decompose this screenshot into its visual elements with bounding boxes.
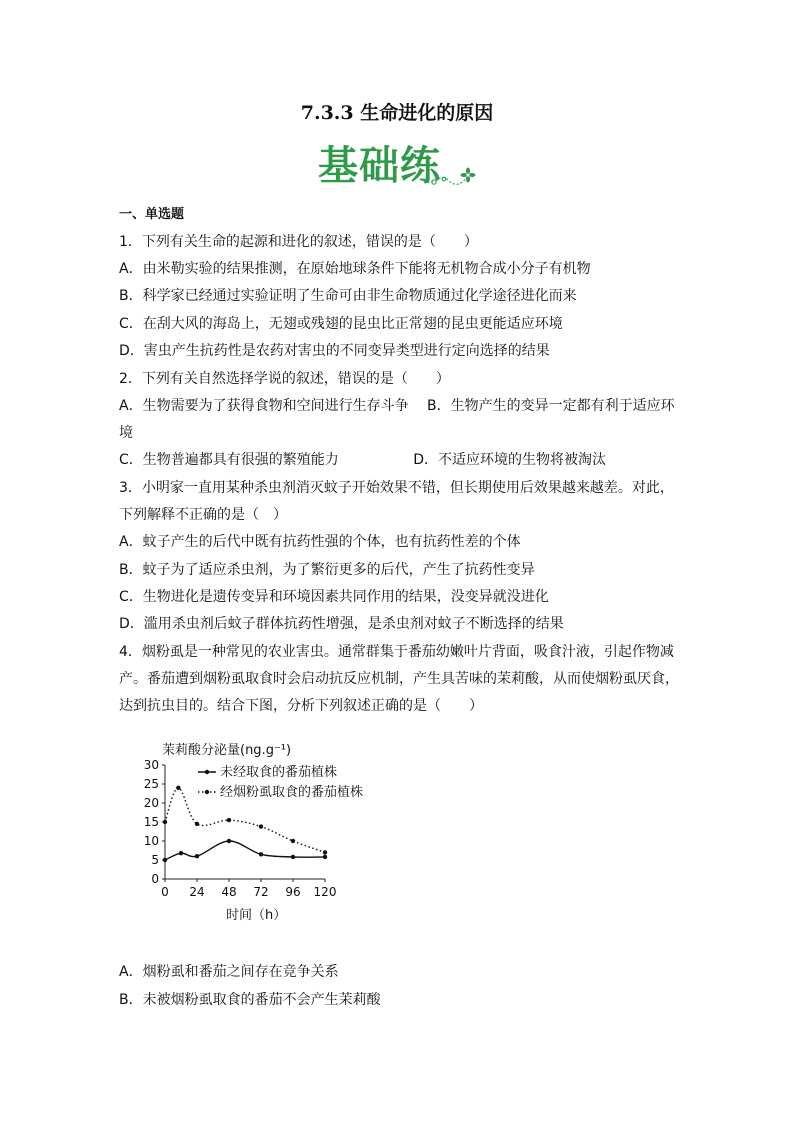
data-point [291, 839, 295, 843]
x-tick-label: 48 [221, 885, 237, 899]
y-tick-label: 0 [151, 872, 159, 886]
x-tick-label: 24 [189, 885, 205, 899]
question-3-option-b: B．蚊子为了适应杀虫剂，为了繁衍更多的后代，产生了抗药性变异 [119, 562, 535, 578]
flower-vine-icon [422, 166, 478, 192]
logo-text: 基础练 [318, 143, 441, 189]
legend-label-1: 未经取食的番茄植株 [220, 765, 338, 780]
y-tick-label: 25 [143, 777, 159, 791]
question-3-option-d: D．滥用杀虫剂后蚊子群体抗药性增强，是杀虫剂对蚊子不断选择的结果 [119, 616, 564, 632]
question-2-options-ab: A．生物需要为了获得食物和空间进行生存斗争 B．生物产生的变异一定都有利于适应环 [119, 398, 675, 414]
legend-marker-1 [205, 770, 209, 774]
data-point [291, 855, 295, 859]
chart-xlabel: 时间（h） [226, 908, 287, 923]
page-title: 7.3.3 生命进化的原因 [300, 102, 494, 124]
question-4-option-a: A．烟粉虱和番茄之间存在竞争关系 [119, 964, 339, 980]
question-3-option-a: A．蚊子产生的后代中既有抗药性强的个体，也有抗药性差的个体 [119, 534, 521, 550]
x-tick-label: 120 [313, 885, 337, 899]
data-point [227, 818, 231, 822]
data-point [259, 824, 263, 828]
question-4-stem-line-1: 4．烟粉虱是一种常见的农业害虫。通常群集于番茄幼嫩叶片背面，吸食汁液，引起作物减 [119, 644, 674, 660]
chart-ylabel: 茉莉酸分泌量(ng.g⁻¹) [162, 743, 292, 758]
question-4-option-b: B．未被烟粉虱取食的番茄不会产生茉莉酸 [119, 992, 381, 1008]
question-1-stem: 1．下列有关生命的起源和进化的叙述，错误的是（ ） [119, 234, 478, 250]
series-line-1 [165, 841, 325, 860]
y-tick-label: 10 [143, 834, 159, 848]
question-1-option-b: B．科学家已经通过实验证明了生命可由非生命物质通过化学途径进化而来 [119, 288, 577, 304]
data-point [179, 851, 183, 855]
x-tick-label: 72 [253, 885, 269, 899]
data-point [195, 854, 199, 858]
legend-marker-2 [205, 790, 209, 794]
data-point [323, 855, 327, 859]
question-1-option-d: D．害虫产生抗药性是农药对害虫的不同变异类型进行定向选择的结果 [119, 343, 550, 359]
x-tick-label: 96 [285, 885, 301, 899]
y-tick-label: 5 [151, 853, 159, 867]
data-point [323, 850, 327, 854]
question-3-stem-line-2: 下列解释不正确的是（ ） [119, 507, 287, 523]
question-3-option-c: C．生物进化是遗传变异和环境因素共同作用的结果，没变异就没进化 [119, 589, 549, 605]
section-heading: 一、单选题 [119, 207, 185, 222]
question-1-option-c: C．在刮大风的海岛上，无翅或残翅的昆虫比正常翅的昆虫更能适应环境 [119, 316, 563, 332]
data-point [176, 786, 180, 790]
y-tick-label: 30 [143, 758, 159, 772]
data-point [163, 820, 167, 824]
data-point [259, 852, 263, 856]
y-tick-label: 20 [143, 796, 159, 810]
question-2-options-ab-wrap: 境 [119, 425, 133, 441]
y-tick-label: 15 [143, 815, 159, 829]
question-4-stem-line-3: 达到抗虫目的。结合下图，分析下列叙述正确的是（ ） [119, 698, 483, 714]
question-2-stem: 2．下列有关自然选择学说的叙述，错误的是（ ） [119, 371, 450, 387]
legend-label-2: 经烟粉虱取食的番茄植株 [220, 785, 364, 800]
data-point [163, 858, 167, 862]
question-4-stem-line-2: 产。番茄遭到烟粉虱取食时会启动抗反应机制，产生具苦味的茉莉酸，从而使烟粉虱厌食， [119, 671, 679, 687]
question-2-options-cd: C．生物普遍都具有很强的繁殖能力 D．不适应环境的生物将被淘汰 [119, 452, 607, 468]
data-point [227, 839, 231, 843]
x-tick-label: 0 [161, 885, 169, 899]
basic-practice-logo [318, 140, 478, 196]
data-point [195, 822, 199, 826]
question-3-stem-line-1: 3．小明家一直用某种杀虫剂消灭蚊子开始效果不错，但长期使用后效果越来越差。对此， [119, 480, 674, 496]
jasmonic-acid-chart [140, 737, 400, 927]
question-1-option-a: A．由米勒实验的结果推测，在原始地球条件下能将无机物合成小分子有机物 [119, 261, 591, 277]
